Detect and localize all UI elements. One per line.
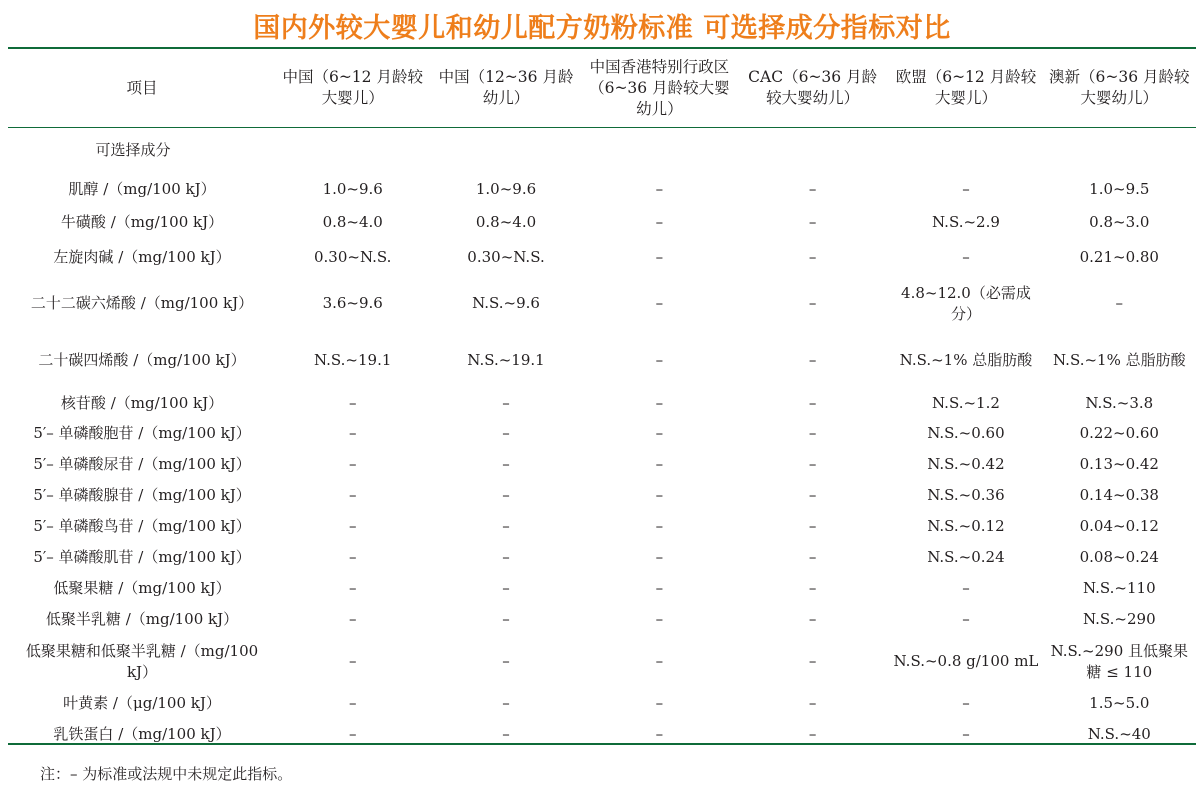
row-value: – [655,579,664,597]
section-row [8,127,1196,173]
row-value: N.S.~19.1 [467,351,545,369]
row-value: 0.04~0.12 [1079,517,1159,535]
header-anz: 澳新（6~36 月龄较大婴幼儿） [1049,68,1190,107]
table-row [8,418,1196,449]
row-value: – [348,424,357,442]
row-value: – [808,725,817,743]
row-value: – [655,248,664,266]
row-value: 0.8~3.0 [1089,213,1150,231]
row-value: – [502,394,510,412]
header-cac: CAC（6~36 月龄较大婴幼儿） [748,68,878,107]
row-label: 左旋肉碱 /（mg/100 kJ） [53,248,231,266]
row-value: – [655,610,664,628]
row-value: N.S.~1.2 [932,394,1000,412]
row-value: N.S.~2.9 [932,213,1000,231]
row-value: – [962,694,970,712]
row-value: – [962,579,970,597]
row-value: – [655,351,664,369]
row-value: N.S.~0.36 [927,486,1005,504]
row-value: 3.6~9.6 [322,294,383,312]
table-row [8,332,1196,389]
row-value: – [348,455,357,473]
table-row [8,635,1196,688]
row-value: 1.0~9.6 [322,179,383,198]
row-label: 乳铁蛋白 /（mg/100 kJ） [53,725,231,743]
row-value: – [502,725,510,743]
row-value: – [808,179,817,198]
row-value: – [808,351,817,369]
row-value: 0.14~0.38 [1079,486,1159,504]
row-label: 低聚果糖和低聚半乳糖 /（mg/100 kJ） [25,641,259,681]
section-label: 可选择成分 [95,140,171,159]
row-label: 5′– 单磷酸胞苷 /（mg/100 kJ） [33,424,251,442]
row-label: 低聚半乳糖 /（mg/100 kJ） [45,610,239,628]
row-label: 叶黄素 /（μg/100 kJ） [63,694,221,712]
row-value: – [502,610,510,628]
row-value: – [808,394,817,412]
table-row [8,275,1196,332]
row-value: 0.21~0.80 [1079,248,1159,266]
row-value: N.S.~110 [1082,579,1156,597]
row-value: – [655,424,664,442]
row-value: – [808,579,817,597]
row-label: 5′– 单磷酸尿苷 /（mg/100 kJ） [33,455,251,473]
row-value: – [348,725,357,743]
row-value: – [348,579,357,597]
row-value: 1.5~5.0 [1089,694,1150,712]
row-value: – [502,455,510,473]
table-row [8,389,1196,418]
table-row [8,511,1196,542]
row-value: – [1115,294,1124,312]
row-value: – [655,725,664,743]
row-value: – [808,694,817,712]
row-value: – [962,179,970,198]
row-value: 0.22~0.60 [1079,424,1159,442]
row-value: – [655,455,664,473]
row-value: – [348,548,357,566]
row-value: – [655,294,664,312]
table-title: 国内外较大婴儿和幼儿配方奶粉标准 可选择成分指标对比 [253,13,951,44]
row-value: 0.30~N.S. [467,248,545,266]
header-row [8,49,1196,127]
row-value: – [655,179,664,198]
row-value: – [808,652,817,670]
row-value: – [808,517,817,535]
table-row [8,480,1196,511]
row-value: – [655,394,664,412]
row-value: N.S.~3.8 [1085,394,1154,412]
row-value: – [348,694,357,712]
header-china-toddler: 中国（12~36 月龄幼儿） [438,68,574,107]
row-value: – [348,517,357,535]
table-body [8,127,1196,750]
row-value: N.S.~19.1 [313,351,392,369]
row-value: – [962,248,970,266]
row-value: – [502,694,510,712]
row-value: N.S.~9.6 [472,294,540,312]
row-label: 二十二碳六烯酸 /（mg/100 kJ） [30,294,254,312]
row-value: – [655,694,664,712]
row-value: – [348,394,357,412]
row-value: – [655,517,664,535]
row-value: N.S.~0.8 g/100 mL [893,652,1039,670]
footnote: 注：– 为标准或法规中未规定此指标。 [40,765,293,783]
table-row [8,573,1196,604]
row-label: 二十碳四烯酸 /（mg/100 kJ） [38,351,246,369]
row-value: 1.0~9.6 [475,179,537,198]
row-value: N.S.~290 且低聚果糖 ≤ 110 [1050,641,1189,681]
row-value: – [808,548,817,566]
header-item: 项目 [126,78,158,97]
row-label: 5′– 单磷酸肌苷 /（mg/100 kJ） [33,548,251,566]
row-value: – [808,424,817,442]
row-value: 4.8~12.0（必需成分） [901,283,1031,323]
table-row [8,604,1196,635]
row-value: N.S.~1% 总脂肪酸 [899,351,1033,369]
row-value: – [502,424,510,442]
header-hong-kong: 中国香港特别行政区（6~36 月龄较大婴幼儿） [589,57,730,118]
row-value: N.S.~1% 总脂肪酸 [1053,351,1186,369]
row-label: 牛磺酸 /（mg/100 kJ） [60,213,224,231]
table-row [8,173,1196,205]
row-value: – [502,579,510,597]
table-row [8,449,1196,480]
row-label: 5′– 单磷酸腺苷 /（mg/100 kJ） [33,486,251,504]
row-value: – [808,294,817,312]
row-value: – [808,248,817,266]
row-value: 0.8~4.0 [475,213,537,231]
row-value: – [808,213,817,231]
row-value: – [808,486,817,504]
header-eu: 欧盟（6~12 月龄较大婴儿） [895,68,1037,107]
row-value: 1.0~9.5 [1089,179,1150,198]
row-label: 肌醇 /（mg/100 kJ） [68,179,216,198]
row-value: – [962,725,970,743]
row-label: 5′– 单磷酸鸟苷 /（mg/100 kJ） [33,517,251,535]
table-row [8,240,1196,275]
row-value: N.S.~290 [1082,610,1156,628]
row-value: – [348,610,357,628]
row-value: – [962,610,970,628]
row-label: 核苷酸 /（mg/100 kJ） [60,394,224,412]
row-value: – [502,548,510,566]
row-value: N.S.~0.24 [927,548,1005,566]
row-value: N.S.~0.42 [927,455,1005,473]
row-value: – [655,548,664,566]
comparison-table [8,49,1196,750]
row-value: – [655,213,664,231]
row-value: 0.08~0.24 [1079,548,1159,566]
header-china-older-infant: 中国（6~12 月龄较大婴儿） [282,68,423,107]
row-value: – [502,517,510,535]
row-value: N.S.~40 [1087,725,1151,743]
row-value: – [808,455,817,473]
table-row [8,719,1196,750]
row-value: – [502,486,510,504]
table-row [8,688,1196,719]
table-row [8,205,1196,240]
row-value: N.S.~0.12 [927,517,1005,535]
row-value: 0.13~0.42 [1079,455,1159,473]
row-value: 0.30~N.S. [313,248,392,266]
row-value: – [808,610,817,628]
row-value: 0.8~4.0 [322,213,383,231]
row-value: – [655,486,664,504]
row-value: – [348,652,357,670]
row-value: – [502,652,510,670]
row-value: N.S.~0.60 [927,424,1005,442]
row-value: – [348,486,357,504]
table-row [8,542,1196,573]
row-value: – [655,652,664,670]
row-label: 低聚果糖 /（mg/100 kJ） [53,579,231,597]
